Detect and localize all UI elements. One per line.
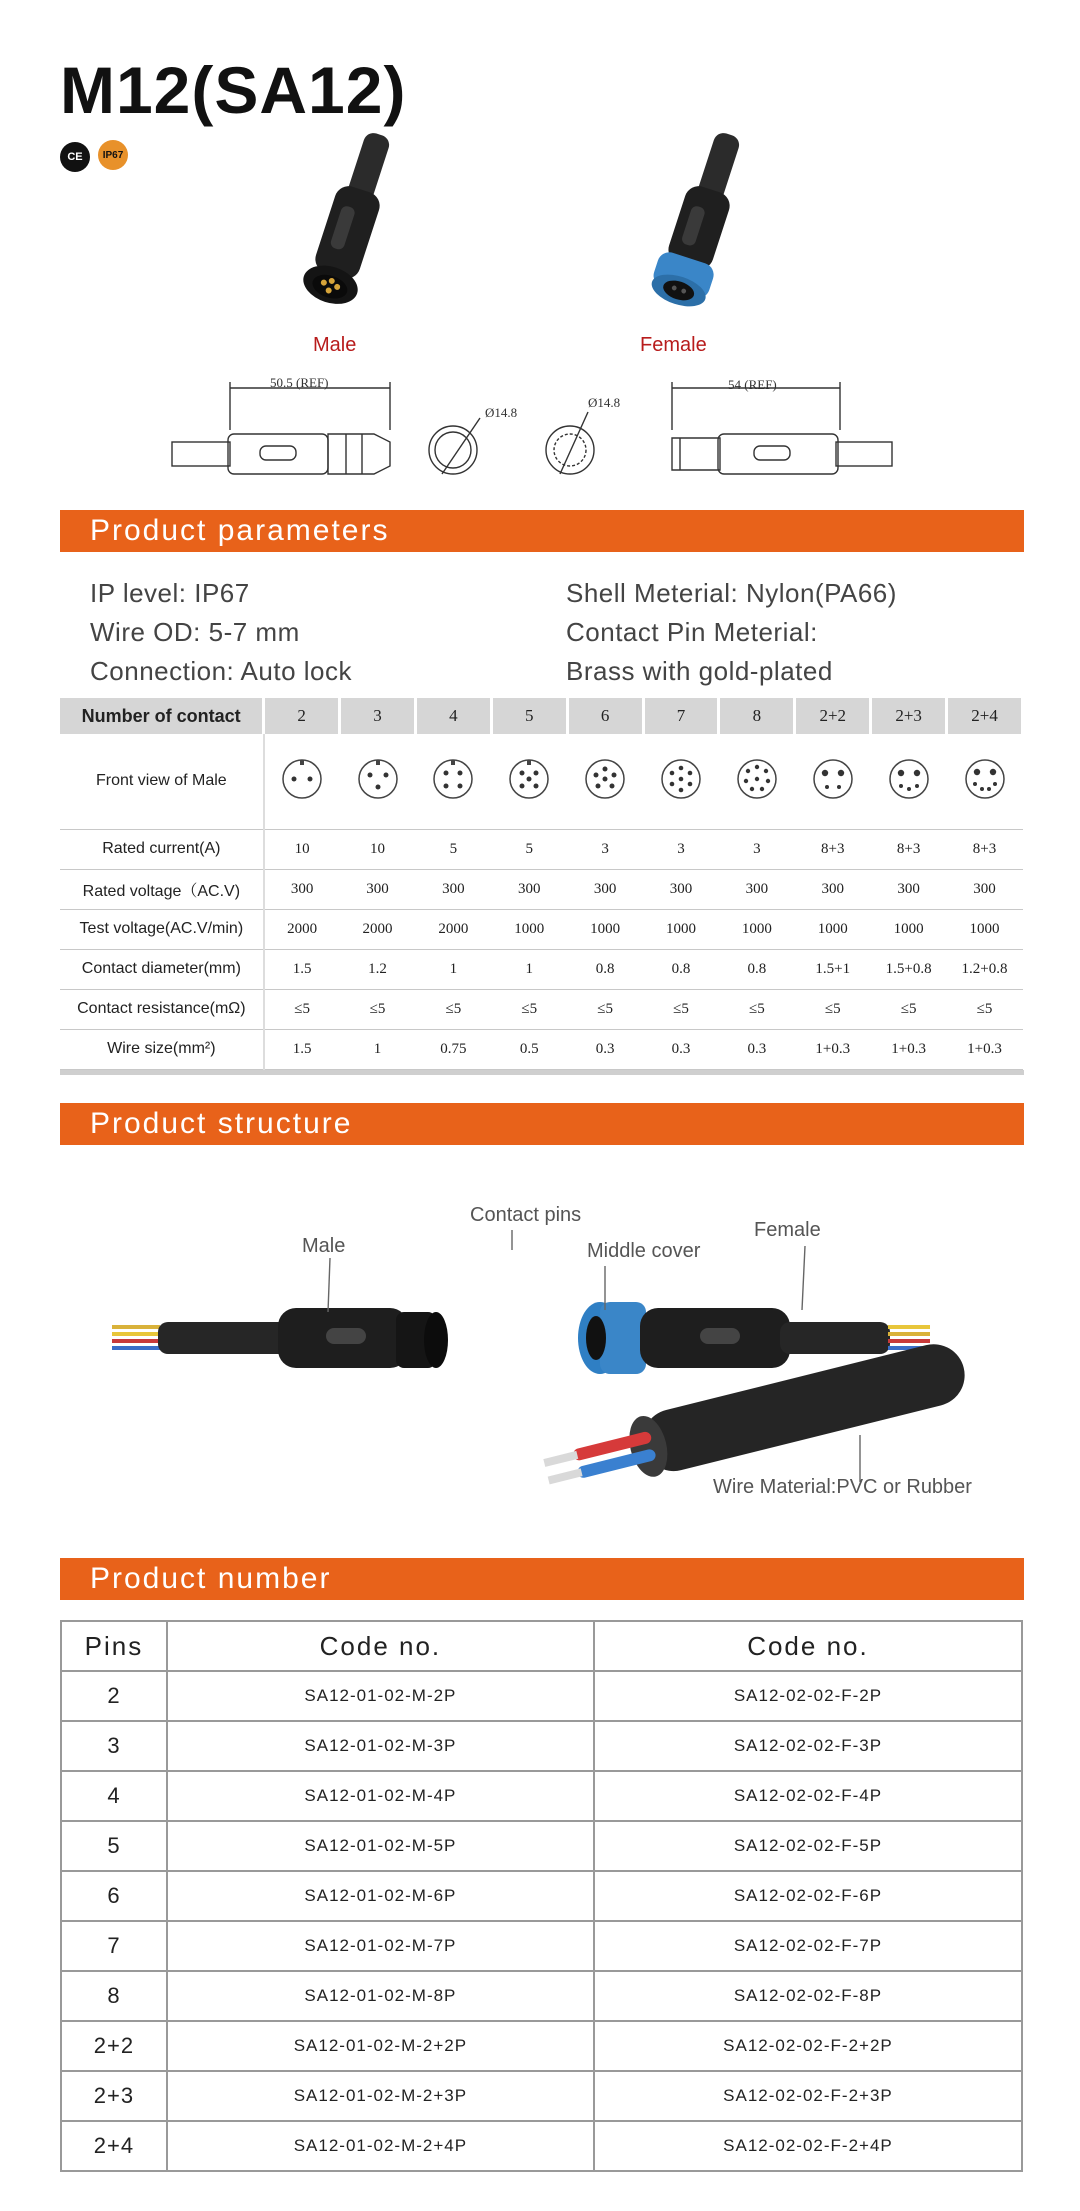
spec-row xyxy=(60,949,1023,989)
female-code-cell: SA12-02-02-F-7P xyxy=(594,1921,1022,1971)
pin-diagram-2-3 xyxy=(871,734,947,829)
label-male: Male xyxy=(302,1235,346,1257)
pin-diagram-2-4 xyxy=(947,734,1023,829)
spec-cell: ≤5 xyxy=(264,989,340,1029)
spec-cell: 1.5+0.8 xyxy=(871,949,947,989)
male-code-cell: SA12-01-02-M-4P xyxy=(167,1771,594,1821)
structure-heading: Product structure xyxy=(60,1103,1024,1145)
ce-badge xyxy=(60,142,90,172)
spec-cell: ≤5 xyxy=(719,989,795,1029)
table-row xyxy=(61,1971,1022,2021)
spec-row-label: Wire size(mm²) xyxy=(60,1029,264,1069)
spec-cell: ≤5 xyxy=(415,989,491,1029)
spec-cell: 1000 xyxy=(947,909,1023,949)
spec-cell: 1+0.3 xyxy=(795,1029,871,1069)
spec-table-bottom-rule xyxy=(60,1070,1024,1075)
spec-row-label: Contact resistance(mΩ) xyxy=(60,989,264,1029)
spec-row-label: Rated voltage（AC.V) xyxy=(60,869,264,909)
pin-diagram-4 xyxy=(415,734,491,829)
label-female: Female xyxy=(754,1219,821,1241)
spec-cell: 300 xyxy=(795,869,871,909)
table-row xyxy=(61,1721,1022,1771)
spec-cell: 1.5 xyxy=(264,1029,340,1069)
pin-count-cell: 2+4 xyxy=(61,2121,167,2171)
spec-cell: 0.5 xyxy=(491,1029,567,1069)
spec-cell: 1000 xyxy=(643,909,719,949)
spec-cell: 1.5 xyxy=(264,949,340,989)
spec-cell: 2000 xyxy=(415,909,491,949)
male-code-cell: SA12-01-02-M-3P xyxy=(167,1721,594,1771)
male-length-dim: 50.5 (REF) xyxy=(270,375,329,390)
spec-cell: 1000 xyxy=(567,909,643,949)
structure-illustration xyxy=(100,1230,1000,1490)
spec-cell: 1+0.3 xyxy=(947,1029,1023,1069)
table-row xyxy=(61,1921,1022,1971)
pin-count-cell: 7 xyxy=(61,1921,167,1971)
number-header-row xyxy=(61,1621,1022,1671)
spec-cell: ≤5 xyxy=(491,989,567,1029)
contact-count: 4 xyxy=(415,698,491,734)
contact-count: 2+2 xyxy=(795,698,871,734)
female-code-cell: SA12-02-02-F-2+4P xyxy=(594,2121,1022,2171)
pin-count-cell: 2+2 xyxy=(61,2021,167,2071)
pin-diagram-2 xyxy=(264,734,340,829)
table-row xyxy=(61,1821,1022,1871)
spec-cell: 1000 xyxy=(795,909,871,949)
spec-cell: 0.75 xyxy=(415,1029,491,1069)
param-connection: Connection: Auto lock xyxy=(90,656,352,686)
param-wire-od: Wire OD: 5-7 mm xyxy=(90,617,300,647)
spec-cell: ≤5 xyxy=(947,989,1023,1029)
spec-row xyxy=(60,829,1023,869)
male-code-cell: SA12-01-02-M-8P xyxy=(167,1971,594,2021)
contact-count: 2 xyxy=(264,698,340,734)
spec-cell: 300 xyxy=(415,869,491,909)
pin-diagram-6 xyxy=(567,734,643,829)
numbers-heading: Product number xyxy=(60,1558,1024,1600)
female-code-cell: SA12-02-02-F-8P xyxy=(594,1971,1022,2021)
male-code-cell: SA12-01-02-M-2+2P xyxy=(167,2021,594,2071)
pin-diagram-5 xyxy=(491,734,567,829)
spec-row-label: Test voltage(AC.V/min) xyxy=(60,909,264,949)
male-code-cell: SA12-01-02-M-2+3P xyxy=(167,2071,594,2121)
product-number-table xyxy=(60,1620,1023,2172)
pin-diagram-3 xyxy=(340,734,416,829)
parameters-heading: Product parameters xyxy=(60,510,1024,552)
spec-row xyxy=(60,869,1023,909)
spec-cell: 300 xyxy=(567,869,643,909)
spec-cell: 8+3 xyxy=(871,829,947,869)
male-code-column-header: Code no. xyxy=(167,1621,594,1671)
front-view-label: Front view of Male xyxy=(60,734,264,829)
male-code-cell: SA12-01-02-M-6P xyxy=(167,1871,594,1921)
param-ip-level: IP level: IP67 xyxy=(90,578,250,608)
female-code-cell: SA12-02-02-F-3P xyxy=(594,1721,1022,1771)
spec-cell: 1.2 xyxy=(340,949,416,989)
spec-cell: 1+0.3 xyxy=(871,1029,947,1069)
contact-count: 2+4 xyxy=(947,698,1023,734)
label-middle-cover: Middle cover xyxy=(587,1240,701,1262)
spec-row xyxy=(60,989,1023,1029)
spec-cell: ≤5 xyxy=(567,989,643,1029)
spec-cell: 0.3 xyxy=(567,1029,643,1069)
spec-cell: 0.8 xyxy=(567,949,643,989)
spec-cell: 5 xyxy=(415,829,491,869)
female-code-cell: SA12-02-02-F-2+2P xyxy=(594,2021,1022,2071)
female-code-cell: SA12-02-02-F-4P xyxy=(594,1771,1022,1821)
spec-cell: 300 xyxy=(340,869,416,909)
spec-cell: 2000 xyxy=(340,909,416,949)
spec-cell: 0.3 xyxy=(643,1029,719,1069)
spec-table xyxy=(60,698,1024,1070)
number-rows xyxy=(61,1671,1022,2171)
front-view-row xyxy=(60,734,1023,829)
ip67-badge-text: IP67 xyxy=(102,149,124,161)
spec-cell: 300 xyxy=(643,869,719,909)
spec-cell: 0.8 xyxy=(719,949,795,989)
spec-cell: 3 xyxy=(567,829,643,869)
female-diameter-dim: Ø14.8 xyxy=(588,395,621,410)
spec-cell: 3 xyxy=(719,829,795,869)
pin-diagram-7 xyxy=(643,734,719,829)
table-row xyxy=(61,1871,1022,1921)
ce-badge-text: CE xyxy=(67,151,83,163)
contact-count: 6 xyxy=(567,698,643,734)
female-code-column-header: Code no. xyxy=(594,1621,1022,1671)
spec-cell: 0.3 xyxy=(719,1029,795,1069)
spec-cell: 1000 xyxy=(719,909,795,949)
ip67-badge xyxy=(98,140,128,170)
spec-cell: 5 xyxy=(491,829,567,869)
spec-row xyxy=(60,909,1023,949)
male-connector-photo xyxy=(270,128,430,328)
spec-cell: 300 xyxy=(264,869,340,909)
spec-row-label: Contact diameter(mm) xyxy=(60,949,264,989)
table-row xyxy=(61,2121,1022,2171)
spec-cell: 8+3 xyxy=(795,829,871,869)
spec-row xyxy=(60,1029,1023,1069)
spec-header-label: Number of contact xyxy=(60,698,264,734)
table-row xyxy=(61,1771,1022,1821)
spec-cell: 300 xyxy=(947,869,1023,909)
spec-cell: 1 xyxy=(415,949,491,989)
pin-count-cell: 2 xyxy=(61,1671,167,1721)
contact-count: 2+3 xyxy=(871,698,947,734)
female-code-cell: SA12-02-02-F-5P xyxy=(594,1821,1022,1871)
spec-cell: 10 xyxy=(340,829,416,869)
label-contact-pins: Contact pins xyxy=(470,1204,582,1226)
contact-count: 8 xyxy=(719,698,795,734)
spec-row-label: Rated current(A) xyxy=(60,829,264,869)
pin-count-cell: 6 xyxy=(61,1871,167,1921)
pins-column-header: Pins xyxy=(61,1621,167,1671)
spec-cell: 8+3 xyxy=(947,829,1023,869)
label-wire-material: Wire Material:PVC or Rubber xyxy=(713,1476,972,1498)
male-code-cell: SA12-01-02-M-2P xyxy=(167,1671,594,1721)
spec-cell: 1 xyxy=(491,949,567,989)
female-code-cell: SA12-02-02-F-6P xyxy=(594,1871,1022,1921)
female-length-dim: 54 (REF) xyxy=(728,377,777,392)
spec-cell: ≤5 xyxy=(643,989,719,1029)
spec-cell: 0.8 xyxy=(643,949,719,989)
spec-cell: 1000 xyxy=(491,909,567,949)
spec-cell: 10 xyxy=(264,829,340,869)
spec-cell: ≤5 xyxy=(795,989,871,1029)
table-row xyxy=(61,1671,1022,1721)
male-code-cell: SA12-01-02-M-5P xyxy=(167,1821,594,1871)
male-code-cell: SA12-01-02-M-7P xyxy=(167,1921,594,1971)
spec-cell: ≤5 xyxy=(871,989,947,1029)
pin-count-cell: 2+3 xyxy=(61,2071,167,2121)
pin-diagram-8 xyxy=(719,734,795,829)
spec-cell: 3 xyxy=(643,829,719,869)
pin-count-cell: 4 xyxy=(61,1771,167,1821)
female-code-cell: SA12-02-02-F-2+3P xyxy=(594,2071,1022,2121)
spec-cell: 1.5+1 xyxy=(795,949,871,989)
male-diameter-dim: Ø14.8 xyxy=(485,405,518,420)
table-row xyxy=(61,2071,1022,2121)
param-shell-material: Shell Meterial: Nylon(PA66) xyxy=(566,578,897,608)
pin-count-cell: 8 xyxy=(61,1971,167,2021)
spec-rows xyxy=(60,829,1023,1069)
contact-count: 5 xyxy=(491,698,567,734)
pin-count-cell: 3 xyxy=(61,1721,167,1771)
spec-cell: 300 xyxy=(719,869,795,909)
spec-header-row xyxy=(60,698,1023,734)
param-contact-plating: Brass with gold-plated xyxy=(566,656,833,686)
female-code-cell: SA12-02-02-F-2P xyxy=(594,1671,1022,1721)
spec-cell: 1 xyxy=(340,1029,416,1069)
contact-count: 7 xyxy=(643,698,719,734)
page-title: M12(SA12) xyxy=(60,53,407,127)
spec-cell: 1.2+0.8 xyxy=(947,949,1023,989)
spec-cell: 2000 xyxy=(264,909,340,949)
table-row xyxy=(61,2021,1022,2071)
pin-count-cell: 5 xyxy=(61,1821,167,1871)
female-caption: Female xyxy=(640,334,707,356)
contact-count: 3 xyxy=(340,698,416,734)
spec-cell: 1000 xyxy=(871,909,947,949)
male-code-cell: SA12-01-02-M-2+4P xyxy=(167,2121,594,2171)
male-caption: Male xyxy=(313,334,357,356)
param-contact-material: Contact Pin Meterial: xyxy=(566,617,818,647)
spec-cell: 300 xyxy=(871,869,947,909)
spec-cell: 300 xyxy=(491,869,567,909)
pin-diagram-2-2 xyxy=(795,734,871,829)
female-connector-photo xyxy=(620,128,780,328)
spec-cell: ≤5 xyxy=(340,989,416,1029)
